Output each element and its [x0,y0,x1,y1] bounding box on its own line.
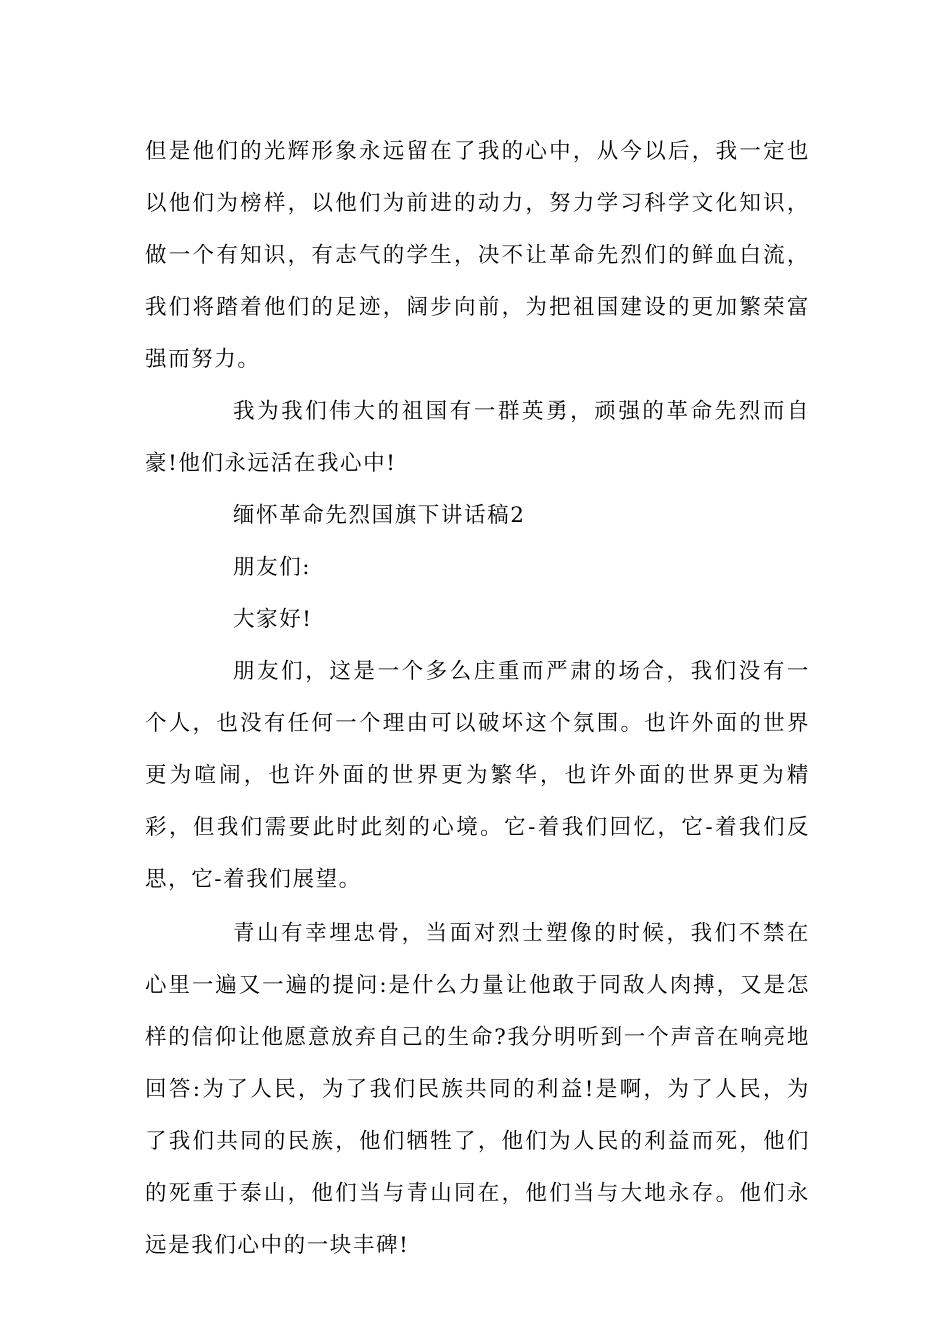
paragraph-solemn-occasion: 朋友们，这是一个多么庄重而严肃的场合，我们没有一个人，也没有任何一个理由可以破坏这个氛围。也许外面的世界更为喧闹，也许外面的世界更为繁华，也许外面的世界更为精彩，但我们需要此时此刻的心境。它-着我们回忆，它-着我们反思，它-着我们展望。 [145,659,810,892]
paragraph-pride: 我为我们伟大的祖国有一群英勇，顽强的革命先烈而自豪!他们永远活在我心中! [145,399,810,476]
greeting: 大家好! [233,607,313,632]
speech-title: 缅怀革命先烈国旗下讲话稿2 [233,503,526,528]
document-body [145,126,810,1272]
paragraph-green-mountains: 青山有幸埋忠骨，当面对烈士塑像的时候，我们不禁在心里一遍又一遍的提问:是什么力量让他敢于同敌人肉搏，又是怎样的信仰让他愿意放弃自己的生命?我分明听到一个声音在响亮地回答:为了人民，为了我们民族共同的利益!是啊，为了人民，为了我们共同的民族，他们牺牲了，他们为人民的利益而死，他们的死重于泰山，他们当与青山同在，他们当与大地永存。他们永远是我们心中的一块丰碑! [145,921,810,1258]
paragraph-tribute-continued: 但是他们的光辉形象永远留在了我的心中，从今以后，我一定也以他们为榜样，以他们为前进的动力，努力学习科学文化知识，做一个有知识，有志气的学生，决不让革命先烈们的鲜血白流，我们将踏着他们的足迹，阔步向前，为把祖国建设的更加繁荣富强而努力。 [145,139,810,372]
salutation: 朋友们: [233,555,312,580]
